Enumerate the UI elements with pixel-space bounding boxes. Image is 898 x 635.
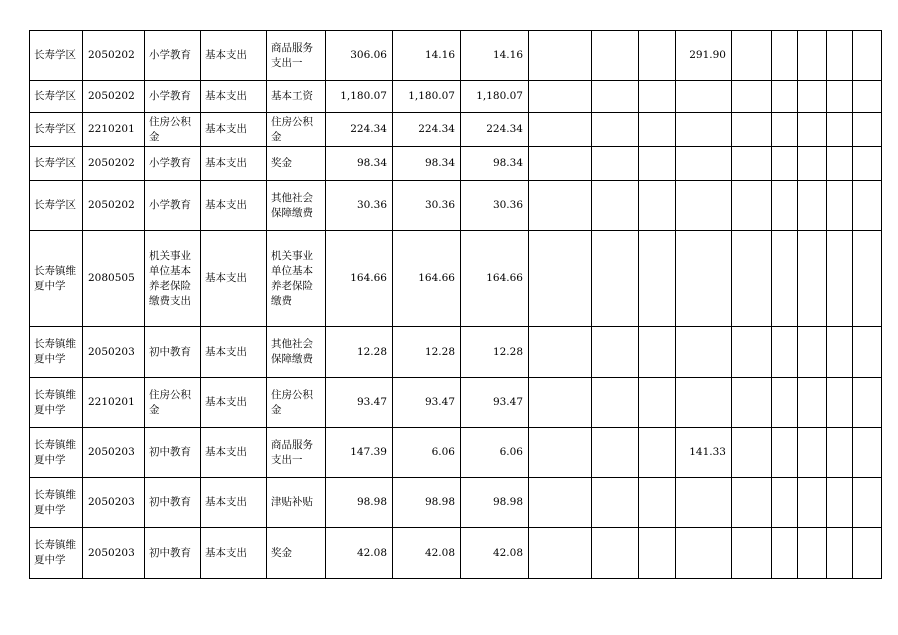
amount-cell: [732, 327, 772, 378]
amount-cell: [798, 428, 827, 478]
amount-cell: 164.66: [393, 231, 461, 327]
total-cell: 12.28: [326, 327, 393, 378]
expense-type-cell: 基本支出: [201, 231, 267, 327]
amount-cell: [853, 113, 882, 147]
amount-cell: 1,180.07: [393, 81, 461, 113]
code-cell: 2050202: [83, 147, 145, 181]
unit-cell: 长寿学区: [30, 81, 83, 113]
total-cell: 98.98: [326, 478, 393, 528]
amount-cell: [853, 181, 882, 231]
expense-type-cell: 基本支出: [201, 31, 267, 81]
amount-cell: 291.90: [676, 31, 732, 81]
amount-cell: [772, 81, 798, 113]
amount-cell: 1,180.07: [461, 81, 529, 113]
code-cell: 2050203: [83, 428, 145, 478]
amount-cell: [529, 327, 592, 378]
amount-cell: [827, 528, 853, 579]
total-cell: 30.36: [326, 181, 393, 231]
total-cell: 98.34: [326, 147, 393, 181]
amount-cell: [798, 147, 827, 181]
amount-cell: [592, 528, 639, 579]
amount-cell: [592, 478, 639, 528]
amount-cell: [853, 81, 882, 113]
amount-cell: [639, 528, 676, 579]
amount-cell: [592, 181, 639, 231]
table-row: [30, 528, 882, 579]
amount-cell: 98.98: [461, 478, 529, 528]
amount-cell: [529, 528, 592, 579]
total-cell: 93.47: [326, 378, 393, 428]
amount-cell: [732, 31, 772, 81]
amount-cell: [639, 478, 676, 528]
unit-cell: 长寿镇维夏中学: [30, 528, 83, 579]
unit-cell: 长寿学区: [30, 181, 83, 231]
amount-cell: [639, 147, 676, 181]
amount-cell: [732, 478, 772, 528]
amount-cell: [592, 378, 639, 428]
amount-cell: [529, 231, 592, 327]
total-cell: 224.34: [326, 113, 393, 147]
amount-cell: [529, 181, 592, 231]
table-row: [30, 81, 882, 113]
amount-cell: 224.34: [393, 113, 461, 147]
amount-cell: [732, 231, 772, 327]
function-cell: 小学教育: [145, 81, 201, 113]
amount-cell: [639, 327, 676, 378]
amount-cell: [772, 428, 798, 478]
amount-cell: [772, 147, 798, 181]
amount-cell: [732, 428, 772, 478]
amount-cell: [827, 81, 853, 113]
total-cell: 164.66: [326, 231, 393, 327]
amount-cell: [827, 378, 853, 428]
expense-type-cell: 基本支出: [201, 327, 267, 378]
expense-type-cell: 基本支出: [201, 113, 267, 147]
amount-cell: [827, 428, 853, 478]
item-cell: 商品服务支出一: [267, 31, 326, 81]
amount-cell: [827, 327, 853, 378]
table-row: [30, 428, 882, 478]
unit-cell: 长寿学区: [30, 147, 83, 181]
code-cell: 2050203: [83, 478, 145, 528]
amount-cell: [732, 378, 772, 428]
amount-cell: [592, 231, 639, 327]
amount-cell: [827, 147, 853, 181]
amount-cell: [639, 31, 676, 81]
table-row: [30, 181, 882, 231]
amount-cell: [592, 147, 639, 181]
amount-cell: 30.36: [393, 181, 461, 231]
code-cell: 2050202: [83, 181, 145, 231]
amount-cell: [798, 181, 827, 231]
amount-cell: [772, 181, 798, 231]
amount-cell: [853, 478, 882, 528]
item-cell: 基本工资: [267, 81, 326, 113]
amount-cell: [853, 31, 882, 81]
amount-cell: [529, 113, 592, 147]
item-cell: 机关事业单位基本养老保险缴费: [267, 231, 326, 327]
function-cell: 小学教育: [145, 147, 201, 181]
code-cell: 2210201: [83, 113, 145, 147]
item-cell: 津贴补贴: [267, 478, 326, 528]
amount-cell: [772, 478, 798, 528]
amount-cell: [772, 113, 798, 147]
amount-cell: [827, 231, 853, 327]
amount-cell: 6.06: [461, 428, 529, 478]
amount-cell: 12.28: [393, 327, 461, 378]
amount-cell: 42.08: [461, 528, 529, 579]
amount-cell: [676, 528, 732, 579]
amount-cell: [639, 81, 676, 113]
function-cell: 初中教育: [145, 327, 201, 378]
expense-type-cell: 基本支出: [201, 181, 267, 231]
code-cell: 2050202: [83, 81, 145, 113]
amount-cell: [798, 327, 827, 378]
amount-cell: [529, 147, 592, 181]
amount-cell: [772, 528, 798, 579]
expense-type-cell: 基本支出: [201, 528, 267, 579]
amount-cell: 224.34: [461, 113, 529, 147]
code-cell: 2210201: [83, 378, 145, 428]
amount-cell: [772, 378, 798, 428]
expense-type-cell: 基本支出: [201, 81, 267, 113]
amount-cell: [772, 31, 798, 81]
amount-cell: [798, 113, 827, 147]
amount-cell: [853, 231, 882, 327]
unit-cell: 长寿学区: [30, 113, 83, 147]
item-cell: 其他社会保障缴费: [267, 181, 326, 231]
amount-cell: [676, 181, 732, 231]
expense-type-cell: 基本支出: [201, 478, 267, 528]
amount-cell: [853, 327, 882, 378]
amount-cell: [676, 478, 732, 528]
amount-cell: [827, 181, 853, 231]
amount-cell: [592, 81, 639, 113]
table-row: [30, 378, 882, 428]
amount-cell: [676, 81, 732, 113]
amount-cell: [732, 81, 772, 113]
amount-cell: [592, 31, 639, 81]
expense-type-cell: 基本支出: [201, 378, 267, 428]
amount-cell: [676, 327, 732, 378]
amount-cell: 164.66: [461, 231, 529, 327]
amount-cell: [529, 478, 592, 528]
amount-cell: [732, 113, 772, 147]
amount-cell: 42.08: [393, 528, 461, 579]
amount-cell: 98.34: [393, 147, 461, 181]
amount-cell: [676, 378, 732, 428]
code-cell: 2050203: [83, 327, 145, 378]
function-cell: 初中教育: [145, 478, 201, 528]
unit-cell: 长寿学区: [30, 31, 83, 81]
item-cell: 奖金: [267, 528, 326, 579]
total-cell: 147.39: [326, 428, 393, 478]
amount-cell: 93.47: [461, 378, 529, 428]
amount-cell: [798, 528, 827, 579]
function-cell: 初中教育: [145, 428, 201, 478]
amount-cell: [827, 31, 853, 81]
unit-cell: 长寿镇维夏中学: [30, 378, 83, 428]
amount-cell: [639, 113, 676, 147]
amount-cell: [827, 478, 853, 528]
amount-cell: [798, 31, 827, 81]
amount-cell: [853, 378, 882, 428]
item-cell: 商品服务支出一: [267, 428, 326, 478]
amount-cell: [676, 113, 732, 147]
table-row: [30, 113, 882, 147]
unit-cell: 长寿镇维夏中学: [30, 428, 83, 478]
table-row: [30, 31, 882, 81]
unit-cell: 长寿镇维夏中学: [30, 478, 83, 528]
amount-cell: [639, 181, 676, 231]
function-cell: 住房公积金: [145, 378, 201, 428]
amount-cell: 98.34: [461, 147, 529, 181]
amount-cell: [798, 478, 827, 528]
code-cell: 2050202: [83, 31, 145, 81]
amount-cell: 6.06: [393, 428, 461, 478]
amount-cell: [529, 428, 592, 478]
table-row: [30, 231, 882, 327]
amount-cell: 141.33: [676, 428, 732, 478]
amount-cell: [732, 147, 772, 181]
amount-cell: 14.16: [461, 31, 529, 81]
table-row: [30, 327, 882, 378]
amount-cell: [529, 378, 592, 428]
amount-cell: [529, 31, 592, 81]
amount-cell: [798, 378, 827, 428]
amount-cell: [772, 231, 798, 327]
table-row: [30, 478, 882, 528]
function-cell: 初中教育: [145, 528, 201, 579]
expense-type-cell: 基本支出: [201, 428, 267, 478]
amount-cell: 98.98: [393, 478, 461, 528]
table-row: [30, 147, 882, 181]
amount-cell: [732, 528, 772, 579]
code-cell: 2050203: [83, 528, 145, 579]
expense-type-cell: 基本支出: [201, 147, 267, 181]
function-cell: 机关事业单位基本养老保险缴费支出: [145, 231, 201, 327]
total-cell: 306.06: [326, 31, 393, 81]
amount-cell: [639, 231, 676, 327]
amount-cell: 93.47: [393, 378, 461, 428]
amount-cell: [676, 147, 732, 181]
item-cell: 住房公积金: [267, 113, 326, 147]
amount-cell: [732, 181, 772, 231]
amount-cell: [592, 113, 639, 147]
item-cell: 其他社会保障缴费: [267, 327, 326, 378]
function-cell: 住房公积金: [145, 113, 201, 147]
amount-cell: [827, 113, 853, 147]
amount-cell: [639, 428, 676, 478]
amount-cell: [592, 428, 639, 478]
amount-cell: 30.36: [461, 181, 529, 231]
function-cell: 小学教育: [145, 31, 201, 81]
amount-cell: [853, 147, 882, 181]
item-cell: 奖金: [267, 147, 326, 181]
amount-cell: [853, 428, 882, 478]
amount-cell: 12.28: [461, 327, 529, 378]
amount-cell: [529, 81, 592, 113]
amount-cell: 14.16: [393, 31, 461, 81]
unit-cell: 长寿镇维夏中学: [30, 327, 83, 378]
amount-cell: [772, 327, 798, 378]
amount-cell: [592, 327, 639, 378]
amount-cell: [676, 231, 732, 327]
amount-cell: [853, 528, 882, 579]
amount-cell: [639, 378, 676, 428]
table-body: [30, 31, 882, 579]
amount-cell: [798, 231, 827, 327]
amount-cell: [798, 81, 827, 113]
function-cell: 小学教育: [145, 181, 201, 231]
total-cell: 1,180.07: [326, 81, 393, 113]
code-cell: 2080505: [83, 231, 145, 327]
unit-cell: 长寿镇维夏中学: [30, 231, 83, 327]
budget-table: [29, 30, 882, 579]
item-cell: 住房公积金: [267, 378, 326, 428]
total-cell: 42.08: [326, 528, 393, 579]
